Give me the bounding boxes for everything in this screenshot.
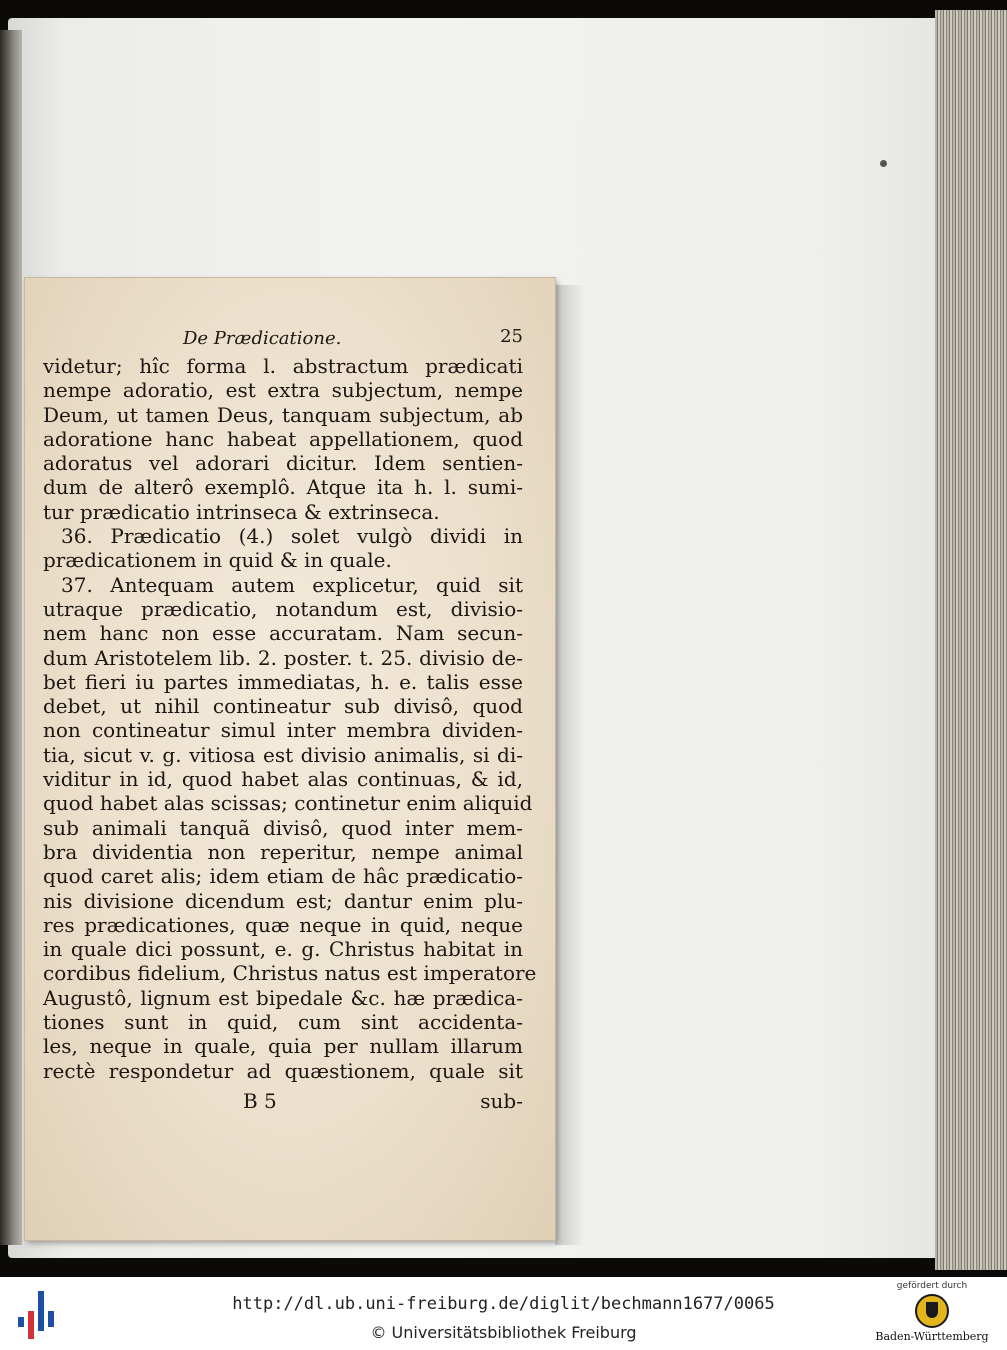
printed-leaf xyxy=(25,278,555,1240)
text-line: Deum, ut tamen Deus, tanquam subjectum, ab xyxy=(43,402,523,427)
text-line: prædicationem in quid & in quale. xyxy=(43,548,392,573)
text-line: nem hanc non esse accuratam. Nam secun- xyxy=(43,621,523,646)
text-line: les, neque in quale, quia per nullam illarum xyxy=(43,1034,523,1059)
sponsor-name: Baden-Württemberg xyxy=(875,1330,989,1343)
text-line: utraque prædicatio, notandum est, divisio- xyxy=(43,596,523,621)
text-line: dum de alterô exemplô. Atque ita h. l. sumi- xyxy=(43,475,523,500)
page-foot xyxy=(43,1087,523,1117)
sheet-shadow xyxy=(555,285,585,1245)
text-line: res prædicationes, quæ neque in quid, neque xyxy=(43,912,523,937)
text-line: non contineatur simul inter membra dividen- xyxy=(43,718,523,743)
text-line: tia, sicut v. g. vitiosa est divisio animalis, si di- xyxy=(43,742,523,767)
text-line: tur prædicatio intrinseca & extrinseca. xyxy=(43,499,440,524)
text-line: quod caret alis; idem etiam de hâc prædicatio- xyxy=(43,864,523,889)
text-line: nis divisione dicendum est; dantur enim plu- xyxy=(43,888,523,913)
catchword: sub- xyxy=(480,1088,523,1113)
running-head xyxy=(43,328,523,354)
book-binding-edge xyxy=(0,30,22,1245)
text-line: in quale dici possunt, e. g. Christus habitat in xyxy=(43,937,523,962)
sponsor-label: gefördert durch xyxy=(896,1281,968,1291)
text-line: bra dividentia non reperitur, nempe animal xyxy=(43,839,523,864)
text-line: viditur in id, quod habet alas continuas, & id, xyxy=(43,767,523,792)
text-line: nempe adoratio, est extra subjectum, nempe xyxy=(43,378,523,403)
text-line: 36. Prædicatio (4.) solet vulgò dividi in xyxy=(61,524,523,549)
text-line: debet, ut nihil contineatur sub divisô, quod xyxy=(43,694,523,719)
page-text xyxy=(43,326,537,1117)
text-line: dum Aristotelem lib. 2. poster. t. 25. divisio de- xyxy=(43,645,523,670)
text-line: rectè respondetur ad quæstionem, quale sit xyxy=(43,1058,523,1083)
text-line: sub animali tanquã divisô, quod inter mem- xyxy=(43,815,523,840)
text-line: 37. Antequam autem explicetur, quid sit xyxy=(61,572,523,597)
text-line: videtur; hîc forma l. abstractum prædicati xyxy=(43,354,523,378)
coat-of-arms-icon xyxy=(915,1294,949,1328)
text-line: tiones sunt in quid, cum sint accidenta- xyxy=(43,1010,523,1035)
page-blemish xyxy=(880,160,887,167)
text-line: adoratus vel adorari dicitur. Idem sentien- xyxy=(43,451,523,476)
permalink-url[interactable]: http://dl.ub.uni-freiburg.de/diglit/bechmann1677/0065 xyxy=(232,1294,775,1314)
text-line: cordibus fidelium, Christus natus est imperatore xyxy=(43,961,537,986)
text-line: bet fieri iu partes immediatas, h. e. talis esse xyxy=(43,669,523,694)
book-page-edges xyxy=(935,10,1007,1270)
page-number: 25 xyxy=(500,326,523,347)
copyright-text: © Universitätsbibliothek Freiburg xyxy=(370,1323,637,1342)
footer-bar xyxy=(0,1277,1007,1350)
text-line: adoratione hanc habeat appellationem, quod xyxy=(43,426,523,451)
running-title: De Prædicatione. xyxy=(183,328,342,349)
signature-mark: B 5 xyxy=(243,1088,277,1113)
text-lines xyxy=(43,354,537,1083)
sponsor-block xyxy=(872,1281,992,1343)
text-line: quod habet alas scissas; continetur enim aliquid xyxy=(43,791,533,816)
text-line: Augustô, lignum est bipedale &c. hæ prædica- xyxy=(43,985,523,1010)
